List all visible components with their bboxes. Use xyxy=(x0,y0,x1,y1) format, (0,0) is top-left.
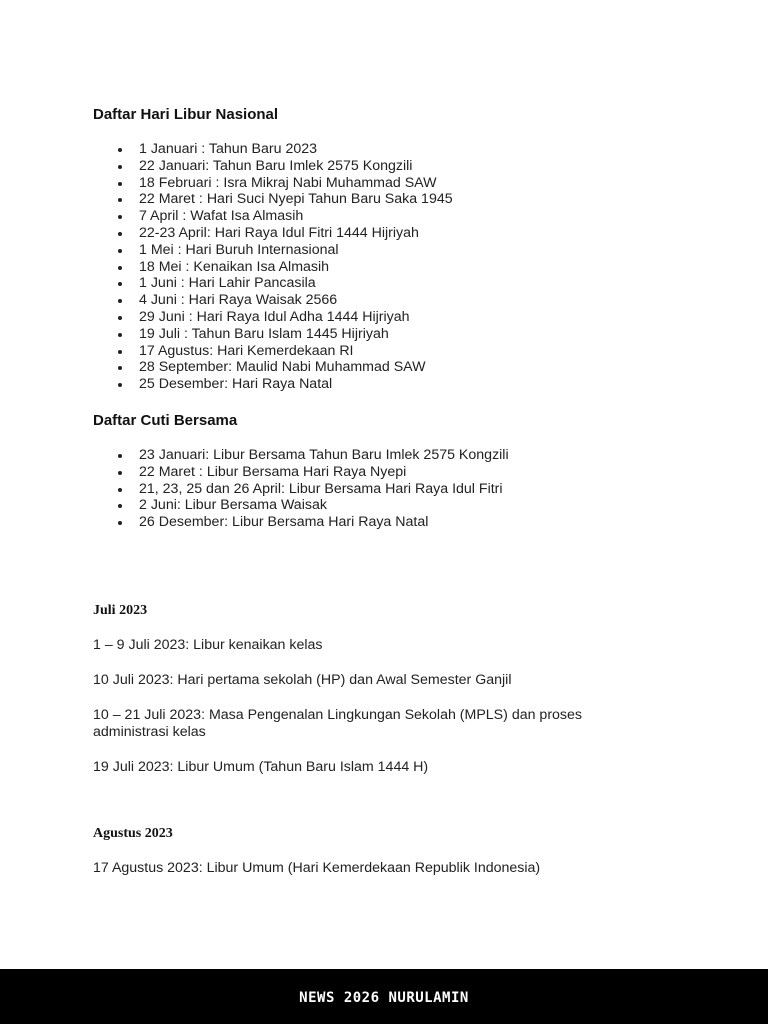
month-heading-juli: Juli 2023 xyxy=(93,602,148,618)
list-item: 23 Januari: Libur Bersama Tahun Baru Imlek 2575 Kongzili xyxy=(93,447,733,464)
list-item: 17 Agustus: Hari Kemerdekaan RI xyxy=(93,343,733,360)
schedule-paragraph: 10 – 21 Juli 2023: Masa Pengenalan Lingkungan Sekolah (MPLS) dan proses administrasi kelas xyxy=(93,706,583,740)
list-item: 25 Desember: Hari Raya Natal xyxy=(93,376,733,393)
list-item: 1 Januari : Tahun Baru 2023 xyxy=(93,141,733,158)
list-item: 22 Maret : Libur Bersama Hari Raya Nyepi xyxy=(93,464,733,481)
list-item: 21, 23, 25 dan 26 April: Libur Bersama Hari Raya Idul Fitri xyxy=(93,481,733,498)
schedule-paragraph: 10 Juli 2023: Hari pertama sekolah (HP) dan Awal Semester Ganjil xyxy=(93,671,512,688)
list-item: 1 Juni : Hari Lahir Pancasila xyxy=(93,275,733,292)
list-item: 28 September: Maulid Nabi Muhammad SAW xyxy=(93,359,733,376)
list-item: 7 April : Wafat Isa Almasih xyxy=(93,208,733,225)
cuti-bersama-list xyxy=(93,447,733,531)
list-item: 26 Desember: Libur Bersama Hari Raya Natal xyxy=(93,514,733,531)
month-heading-agustus: Agustus 2023 xyxy=(93,825,173,841)
list-item: 18 Mei : Kenaikan Isa Almasih xyxy=(93,259,733,276)
list-item: 1 Mei : Hari Buruh Internasional xyxy=(93,242,733,259)
list-item: 4 Juni : Hari Raya Waisak 2566 xyxy=(93,292,733,309)
schedule-paragraph: 1 – 9 Juli 2023: Libur kenaikan kelas xyxy=(93,636,323,653)
section-title-libur-nasional: Daftar Hari Libur Nasional xyxy=(93,106,279,123)
list-item: 2 Juni: Libur Bersama Waisak xyxy=(93,497,733,514)
schedule-paragraph: 17 Agustus 2023: Libur Umum (Hari Kemerdekaan Republik Indonesia) xyxy=(93,859,541,876)
list-item: 22-23 April: Hari Raya Idul Fitri 1444 Hijriyah xyxy=(93,225,733,242)
footer-bar xyxy=(0,969,768,1024)
list-item: 19 Juli : Tahun Baru Islam 1445 Hijriyah xyxy=(93,326,733,343)
list-item: 29 Juni : Hari Raya Idul Adha 1444 Hijriyah xyxy=(93,309,733,326)
libur-nasional-list xyxy=(93,141,733,393)
schedule-paragraph: 19 Juli 2023: Libur Umum (Tahun Baru Islam 1444 H) xyxy=(93,758,429,775)
document-content xyxy=(93,106,733,877)
list-item: 22 Maret : Hari Suci Nyepi Tahun Baru Saka 1945 xyxy=(93,191,733,208)
footer-text: NEWS 2026 NURULAMIN xyxy=(299,989,469,1006)
list-item: 22 Januari: Tahun Baru Imlek 2575 Kongzili xyxy=(93,158,733,175)
list-item: 18 Februari : Isra Mikraj Nabi Muhammad SAW xyxy=(93,175,733,192)
section-title-cuti-bersama: Daftar Cuti Bersama xyxy=(93,411,238,429)
